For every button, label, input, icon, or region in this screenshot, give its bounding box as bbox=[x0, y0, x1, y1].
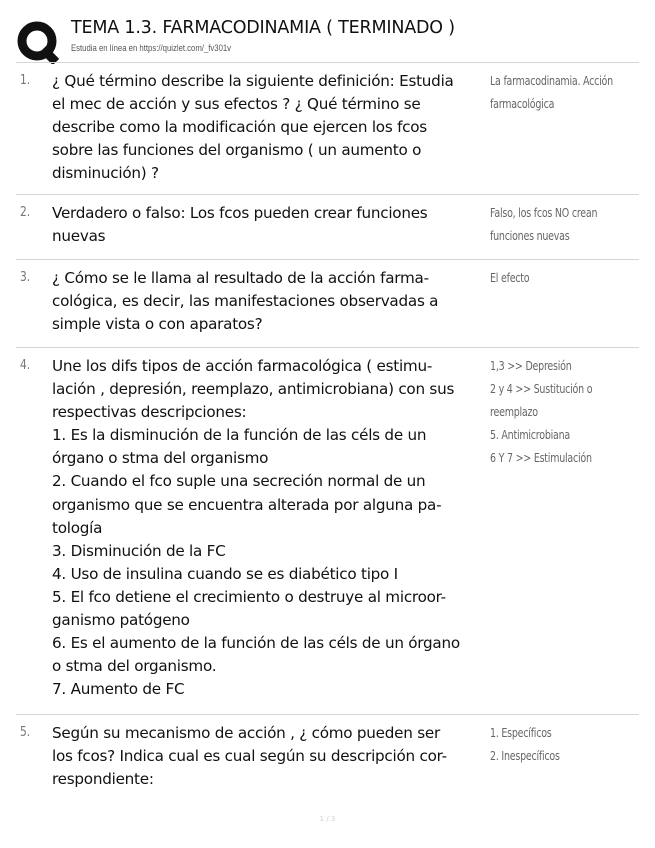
answer-line: Falso, los fcos NO crean bbox=[490, 206, 598, 220]
question-text bbox=[52, 202, 488, 248]
question-line: respectivas descripciones: bbox=[52, 403, 247, 422]
question-row-3 bbox=[16, 259, 639, 347]
page-number: 1 / 3 bbox=[319, 815, 336, 823]
question-line: Según su mecanismo de acción , ¿ cómo pueden ser bbox=[52, 724, 440, 742]
question-line: respondiente: bbox=[52, 770, 154, 789]
answer-line: 2. Inespecíficos bbox=[490, 749, 560, 764]
question-number: 2. bbox=[20, 205, 31, 220]
question-line: simple vista o con aparatos? bbox=[52, 315, 263, 334]
answer-line: farmacológica bbox=[490, 97, 555, 112]
answer-line: 2 y 4 >> Sustitución o bbox=[490, 382, 593, 397]
answer-line: 5. Antimicrobiana bbox=[490, 428, 571, 443]
question-text bbox=[52, 355, 488, 701]
question-row-1 bbox=[16, 62, 639, 194]
question-line: lación , depresión, reemplazo, antimicrobiana) con sus bbox=[52, 380, 455, 399]
answer-text bbox=[490, 267, 638, 290]
question-line: 1. Es la disminución de la función de las céls de un bbox=[52, 426, 427, 445]
answer-line: La farmacodinamia. Acción bbox=[490, 74, 613, 88]
answer-line: El efecto bbox=[490, 271, 530, 285]
question-line: ¿ Cómo se le llama al resultado de la acción farma- bbox=[52, 269, 429, 287]
question-line: Verdadero o falso: Los fcos pueden crear funciones bbox=[52, 204, 428, 222]
question-number: 4. bbox=[20, 358, 31, 373]
answer-line: funciones nuevas bbox=[490, 229, 570, 244]
question-line: 6. Es el aumento de la función de las céls de un órgano bbox=[52, 634, 460, 653]
answer-text bbox=[490, 722, 638, 768]
page-header bbox=[16, 14, 639, 64]
answer-text bbox=[490, 355, 638, 470]
answer-text bbox=[490, 70, 638, 116]
question-line: 4. Uso de insulina cuando se es diabético tipo I bbox=[52, 564, 398, 583]
question-row-4 bbox=[16, 347, 639, 714]
question-line: los fcos? Indica cual es cual según su descripción cor- bbox=[52, 747, 447, 766]
question-text bbox=[52, 722, 488, 791]
question-line: organismo que se encuentra alterada por alguna pa- bbox=[52, 495, 442, 514]
question-line: ¿ Qué término describe la siguiente definición: Estudia bbox=[52, 72, 454, 90]
question-line: el mec de acción y sus efectos ? ¿ Qué término se bbox=[52, 95, 421, 114]
answer-line: 6 Y 7 >> Estimulación bbox=[490, 451, 592, 466]
page-title: TEMA 1.3. FARMACODINAMIA ( TERMINADO ) bbox=[71, 18, 455, 38]
answer-line: 1,3 >> Depresión bbox=[490, 359, 572, 373]
question-row-5 bbox=[16, 714, 639, 805]
question-line: órgano o stma del organismo bbox=[52, 449, 269, 468]
question-line: tología bbox=[52, 518, 103, 537]
question-line: 7. Aumento de FC bbox=[52, 680, 185, 699]
question-number: 5. bbox=[20, 725, 31, 740]
quizlet-logo-icon bbox=[16, 20, 60, 64]
question-line: describe como la modificación que ejercen los fcos bbox=[52, 118, 427, 137]
answer-text bbox=[490, 202, 638, 248]
question-line: Une los difs tipos de acción farmacológica ( estimu- bbox=[52, 357, 433, 375]
question-list bbox=[16, 62, 639, 805]
question-line: 2. Cuando el fco suple una secreción normal de un bbox=[52, 472, 426, 491]
question-text bbox=[52, 267, 488, 336]
question-line: cológica, es decir, las manifestaciones observadas a bbox=[52, 292, 439, 311]
answer-line: 1. Específicos bbox=[490, 726, 552, 740]
question-number: 1. bbox=[20, 73, 31, 88]
question-row-2 bbox=[16, 194, 639, 259]
question-line: nuevas bbox=[52, 227, 106, 246]
question-line: 3. Disminución de la FC bbox=[52, 541, 226, 560]
question-line: 5. El fco detiene el crecimiento o destruye al microor- bbox=[52, 587, 446, 606]
page-subtitle: Estudia en línea en https://quizlet.com/_fv301v bbox=[71, 43, 232, 53]
question-line: sobre las funciones del organismo ( un aumento o bbox=[52, 141, 422, 160]
answer-line: reemplazo bbox=[490, 405, 538, 420]
question-line: disminución) ? bbox=[52, 164, 159, 183]
question-line: ganismo patógeno bbox=[52, 611, 190, 630]
question-number: 3. bbox=[20, 270, 31, 285]
question-line: o stma del organismo. bbox=[52, 657, 217, 676]
question-text bbox=[52, 70, 488, 185]
